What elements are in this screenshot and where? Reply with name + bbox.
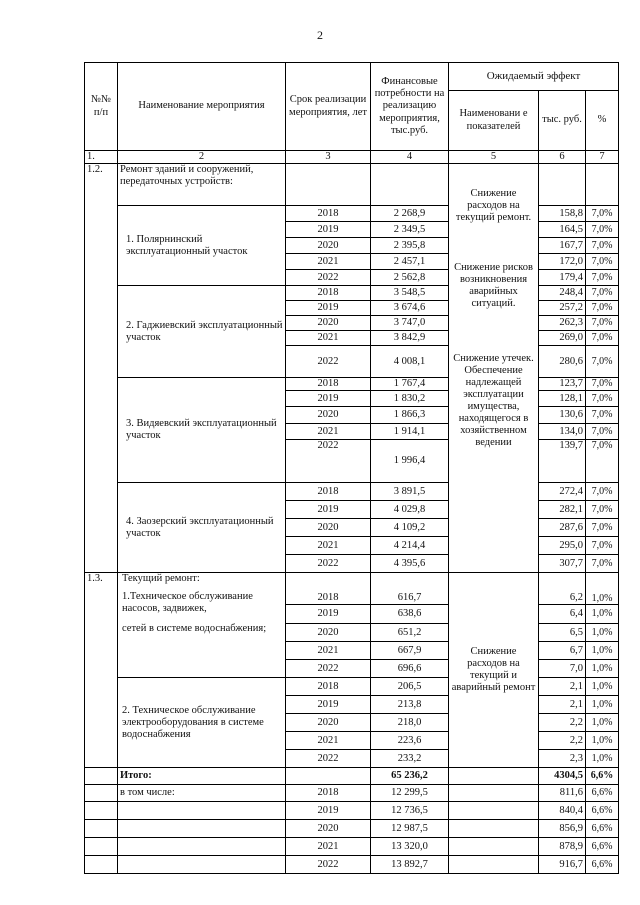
- percent-cell: 7,0%: [586, 555, 619, 573]
- finance-cell: 1 866,3: [371, 407, 449, 424]
- total-thousand: 4304,5: [539, 768, 586, 785]
- total-label: Итого:: [118, 768, 286, 785]
- year-cell: 2019: [286, 301, 371, 316]
- year-cell: 2021: [286, 424, 371, 440]
- year-cell: 2019: [286, 802, 371, 820]
- group-name: 2. Гаджиевский эксплуатационный участок: [118, 286, 286, 378]
- group-name: 2. Техническое обслуживание электрооборудования в системе водоснабжения: [118, 678, 286, 768]
- percent-cell: 7,0%: [586, 238, 619, 254]
- percent-cell: 6,6%: [586, 838, 619, 856]
- percent-cell: 7,0%: [586, 270, 619, 286]
- percent-cell: 7,0%: [586, 378, 619, 391]
- percent-cell: 7,0%: [586, 440, 619, 483]
- header-num: №№ п/п: [85, 63, 118, 151]
- col-num-4: 4: [371, 151, 449, 164]
- thousand-cell: 6,4: [539, 605, 586, 624]
- percent-cell: 1,0%: [586, 696, 619, 714]
- thousand-cell: 139,7: [539, 440, 586, 483]
- year-cell: 2018: [286, 573, 371, 605]
- year-cell: 2018: [286, 483, 371, 501]
- finance-cell: 651,2: [371, 624, 449, 642]
- finance-cell: 233,2: [371, 750, 449, 768]
- col-num-1: 1.: [85, 151, 118, 164]
- year-cell: 2020: [286, 316, 371, 331]
- percent-cell: 7,0%: [586, 519, 619, 537]
- year-cell: 2022: [286, 346, 371, 378]
- col-num-3: 3: [286, 151, 371, 164]
- year-cell: 2020: [286, 820, 371, 838]
- header-effect: Ожидаемый эффект: [449, 63, 619, 91]
- thousand-cell: 167,7: [539, 238, 586, 254]
- thousand-cell: 295,0: [539, 537, 586, 555]
- section-title: Текущий ремонт:: [122, 573, 200, 585]
- year-cell: 2021: [286, 537, 371, 555]
- percent-cell: 7,0%: [586, 222, 619, 238]
- finance-cell: 218,0: [371, 714, 449, 732]
- thousand-cell: 164,5: [539, 222, 586, 238]
- finance-cell: 223,6: [371, 732, 449, 750]
- percent-cell: 1,0%: [586, 660, 619, 678]
- header-percent: %: [586, 91, 619, 151]
- percent-cell: 1,0%: [586, 678, 619, 696]
- thousand-cell: 6,5: [539, 624, 586, 642]
- group-name: 1. Полярнинский эксплуатационный участок: [118, 206, 286, 286]
- finance-cell: 12 736,5: [371, 802, 449, 820]
- percent-cell: 1,0%: [586, 624, 619, 642]
- percent-cell: 7,0%: [586, 316, 619, 331]
- finance-cell: 3 891,5: [371, 483, 449, 501]
- thousand-cell: 172,0: [539, 254, 586, 270]
- year-cell: 2022: [286, 856, 371, 874]
- finance-cell: 4 029,8: [371, 501, 449, 519]
- year-cell: 2018: [286, 678, 371, 696]
- thousand-cell: 2,3: [539, 750, 586, 768]
- percent-cell: 1,0%: [586, 714, 619, 732]
- year-cell: 2020: [286, 407, 371, 424]
- group-name: 4. Заозерский эксплуатационный участок: [118, 483, 286, 573]
- year-cell: 2020: [286, 714, 371, 732]
- finance-cell: 667,9: [371, 642, 449, 660]
- header-thousand: тыс. руб.: [539, 91, 586, 151]
- year-cell: 2019: [286, 605, 371, 624]
- group-name: [118, 573, 286, 678]
- section-title: Ремонт зданий и сооружений, передаточных устройств:: [118, 164, 286, 206]
- year-cell: 2018: [286, 206, 371, 222]
- finance-cell: 12 299,5: [371, 785, 449, 802]
- year-cell: 2020: [286, 624, 371, 642]
- finance-cell: 213,8: [371, 696, 449, 714]
- year-cell: 2019: [286, 222, 371, 238]
- finance-cell: 4 109,2: [371, 519, 449, 537]
- thousand-cell: 280,6: [539, 346, 586, 378]
- percent-cell: 1,0%: [586, 732, 619, 750]
- finance-cell: 1 830,2: [371, 391, 449, 407]
- header-term: Срок реализации мероприятия, лет: [286, 63, 371, 151]
- col-num-7: 7: [586, 151, 619, 164]
- effect-text-3: Снижение утечек. Обеспечение надлежащей эксплуатации имущества, находящегося в хозяйственном ведении: [453, 352, 534, 448]
- thousand-cell: 2,1: [539, 678, 586, 696]
- effect-cell: [449, 164, 539, 573]
- year-cell: 2021: [286, 254, 371, 270]
- thousand-cell: 307,7: [539, 555, 586, 573]
- year-cell: 2021: [286, 642, 371, 660]
- year-cell: 2018: [286, 378, 371, 391]
- thousand-cell: 179,4: [539, 270, 586, 286]
- col-num-5: 5: [449, 151, 539, 164]
- thousand-cell: 257,2: [539, 301, 586, 316]
- percent-cell: 7,0%: [586, 346, 619, 378]
- thousand-cell: 6,7: [539, 642, 586, 660]
- group-name-text: 1.Техническое обслуживание насосов, задвижек,: [122, 591, 253, 615]
- thousand-cell: 2,2: [539, 714, 586, 732]
- thousand-cell: 262,3: [539, 316, 586, 331]
- finance-cell: 696,6: [371, 660, 449, 678]
- year-cell: 2020: [286, 238, 371, 254]
- section-number: 1.3.: [85, 573, 118, 768]
- year-cell: 2022: [286, 660, 371, 678]
- thousand-cell: 123,7: [539, 378, 586, 391]
- finance-cell: 3 747,0: [371, 316, 449, 331]
- percent-cell: 7,0%: [586, 424, 619, 440]
- percent-cell: 1,0%: [586, 750, 619, 768]
- finance-cell: 3 842,9: [371, 331, 449, 346]
- finance-cell: 2 562,8: [371, 270, 449, 286]
- year-cell: 2022: [286, 555, 371, 573]
- finance-cell: 2 395,8: [371, 238, 449, 254]
- header-finance: Финансовые потребности на реализацию мероприятия, тыс.руб.: [371, 63, 449, 151]
- finance-cell: 1 914,1: [371, 424, 449, 440]
- thousand-cell: 856,9: [539, 820, 586, 838]
- year-cell: 2018: [286, 286, 371, 301]
- finance-cell: 12 987,5: [371, 820, 449, 838]
- thousand-cell: 6,2: [539, 573, 586, 605]
- percent-cell: 7,0%: [586, 286, 619, 301]
- thousand-cell: 158,8: [539, 206, 586, 222]
- year-cell: 2021: [286, 331, 371, 346]
- page-number: 2: [317, 28, 323, 42]
- thousand-cell: 130,6: [539, 407, 586, 424]
- year-cell: 2018: [286, 785, 371, 802]
- effect-text-1: Снижение расходов на текущий ремонт.: [455, 188, 532, 224]
- year-cell: 2020: [286, 519, 371, 537]
- thousand-cell: 128,1: [539, 391, 586, 407]
- percent-cell: 7,0%: [586, 254, 619, 270]
- finance-cell: 1 767,4: [371, 378, 449, 391]
- percent-cell: 1,0%: [586, 573, 619, 605]
- finance-cell: 4 214,4: [371, 537, 449, 555]
- percent-cell: 7,0%: [586, 391, 619, 407]
- year-cell: 2019: [286, 501, 371, 519]
- effect-text-2: Снижение рисков возникновения аварийных ситуаций.: [454, 262, 533, 310]
- thousand-cell: 269,0: [539, 331, 586, 346]
- finance-cell: 2 457,1: [371, 254, 449, 270]
- percent-cell: 6,6%: [586, 785, 619, 802]
- percent-cell: 6,6%: [586, 820, 619, 838]
- percent-cell: 7,0%: [586, 331, 619, 346]
- column-number-row: [85, 151, 619, 164]
- total-percent: 6,6%: [586, 768, 619, 785]
- year-cell: 2022: [286, 440, 371, 483]
- finance-cell: 638,6: [371, 605, 449, 624]
- percent-cell: 7,0%: [586, 301, 619, 316]
- year-cell: 2021: [286, 838, 371, 856]
- header-name: Наименование мероприятия: [118, 63, 286, 151]
- group-name: 3. Видяевский эксплуатационный участок: [118, 378, 286, 483]
- percent-cell: 1,0%: [586, 605, 619, 624]
- percent-cell: 7,0%: [586, 206, 619, 222]
- year-cell: 2022: [286, 270, 371, 286]
- finance-cell: 1 996,4: [371, 440, 449, 483]
- finance-cell: 616,7: [371, 573, 449, 605]
- thousand-cell: 2,1: [539, 696, 586, 714]
- finance-cell: 13 320,0: [371, 838, 449, 856]
- thousand-cell: 878,9: [539, 838, 586, 856]
- plan-table: [84, 62, 619, 874]
- percent-cell: 6,6%: [586, 856, 619, 874]
- finance-cell: 2 268,9: [371, 206, 449, 222]
- thousand-cell: 248,4: [539, 286, 586, 301]
- finance-cell: 3 674,6: [371, 301, 449, 316]
- percent-cell: 7,0%: [586, 501, 619, 519]
- percent-cell: 6,6%: [586, 802, 619, 820]
- percent-cell: 1,0%: [586, 642, 619, 660]
- thousand-cell: 272,4: [539, 483, 586, 501]
- col-num-2: 2: [118, 151, 286, 164]
- thousand-cell: 2,2: [539, 732, 586, 750]
- year-cell: 2019: [286, 696, 371, 714]
- thousand-cell: 287,6: [539, 519, 586, 537]
- finance-cell: 4 008,1: [371, 346, 449, 378]
- thousand-cell: 916,7: [539, 856, 586, 874]
- finance-cell: 4 395,6: [371, 555, 449, 573]
- finance-cell: 2 349,5: [371, 222, 449, 238]
- total-finance: 65 236,2: [371, 768, 449, 785]
- year-cell: 2021: [286, 732, 371, 750]
- effect-cell-current: Снижение расходов на текущий и аварийный ремонт: [449, 573, 539, 768]
- including-label: в том числе:: [118, 785, 286, 802]
- year-cell: 2019: [286, 391, 371, 407]
- thousand-cell: 282,1: [539, 501, 586, 519]
- finance-cell: 13 892,7: [371, 856, 449, 874]
- thousand-cell: 7,0: [539, 660, 586, 678]
- section-number: 1.2.: [85, 164, 118, 573]
- thousand-cell: 840,4: [539, 802, 586, 820]
- header-indicator: Наименовани е показателей: [449, 91, 539, 151]
- percent-cell: 7,0%: [586, 407, 619, 424]
- group-name-extra: сетей в системе водоснабжения;: [122, 623, 267, 635]
- thousand-cell: 811,6: [539, 785, 586, 802]
- finance-cell: 3 548,5: [371, 286, 449, 301]
- thousand-cell: 134,0: [539, 424, 586, 440]
- percent-cell: 7,0%: [586, 537, 619, 555]
- percent-cell: 7,0%: [586, 483, 619, 501]
- year-cell: 2022: [286, 750, 371, 768]
- col-num-6: 6: [539, 151, 586, 164]
- finance-cell: 206,5: [371, 678, 449, 696]
